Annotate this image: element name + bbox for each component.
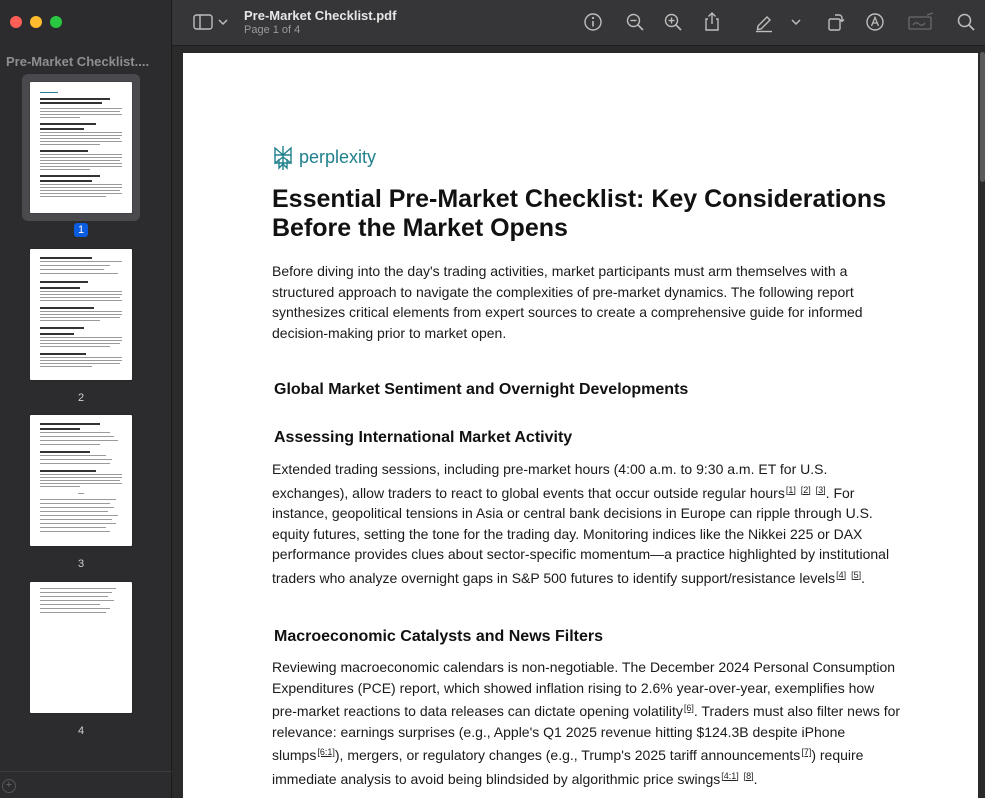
page-number-label: 3: [77, 558, 85, 570]
document-page-indicator: Page 1 of 4: [244, 24, 301, 36]
zoom-in-icon[interactable]: [661, 11, 685, 33]
subsection-heading: Macroeconomic Catalysts and News Filters: [274, 628, 603, 645]
citation-link[interactable]: [5]: [851, 569, 862, 580]
highlight-pen-icon[interactable]: [752, 11, 776, 33]
zoom-out-icon[interactable]: [623, 11, 647, 33]
sidebar-toggle-icon[interactable]: [192, 11, 216, 33]
document-title-heading: Essential Pre-Market Checklist: Key Considerations Before the Market Opens: [272, 185, 887, 242]
toolbar: [172, 0, 985, 46]
chevron-down-icon[interactable]: [789, 11, 803, 33]
citation-link[interactable]: [6]: [683, 703, 694, 713]
intro-paragraph: Before diving into the day's trading activities, market participants must arm themselves with a structured approach to navigate the complexities of pre-market dynamics. The following report synthesizes critical elements from expert sources to create a comprehensive guide for informed decision-making prior to market open.: [272, 263, 863, 341]
citation-link[interactable]: [2]: [800, 484, 811, 495]
body-paragraph: Extended trading sessions, including pre-market hours (4:00 a.m. to 9:30 a.m. ET for U.S. exchanges), allow traders to react to global events that occur outside regular hours[1] [2] [3]. For instance, geopolitical tensions in Asia or central bank decisions in Europe can ripple through U.S. equity futures, setting the tone for the trading day. Monitoring indices like the Nikkei 225 or DAX performance provides clues about sector-specific momentum—a practice highlighted by institutional traders who analyze overnight gaps in S&P 500 futures to identify support/resistance levels[4] [5].: [272, 461, 890, 586]
page-thumbnail-image: [30, 249, 132, 380]
markup-icon[interactable]: [863, 11, 887, 33]
share-icon[interactable]: [700, 11, 724, 33]
page-thumbnail-image: [30, 82, 132, 213]
divider: [0, 771, 172, 772]
vertical-scrollbar[interactable]: [980, 52, 985, 182]
zoom-window-button[interactable]: [50, 16, 62, 28]
document-title: Pre-Market Checklist.pdf: [244, 8, 397, 23]
page-thumbnail-3[interactable]: [22, 407, 140, 554]
page-number-label: 4: [77, 725, 85, 737]
rotate-icon[interactable]: [824, 11, 848, 33]
page-thumbnail-4[interactable]: [22, 574, 140, 721]
sidebar-title: Pre-Market Checklist....: [6, 54, 150, 69]
page-thumbnail-2[interactable]: [22, 241, 140, 388]
section-heading: Global Market Sentiment and Overnight Developments: [274, 381, 689, 398]
thumbnail-sidebar: [0, 0, 172, 798]
citation-link[interactable]: [7]: [801, 747, 812, 757]
chevron-down-icon[interactable]: [216, 11, 230, 33]
citation-link[interactable]: [1]: [785, 484, 796, 495]
citation-link[interactable]: [3]: [815, 484, 826, 495]
search-icon[interactable]: [954, 11, 978, 33]
sign-icon[interactable]: [907, 11, 935, 33]
citation-link[interactable]: [6:1]: [317, 747, 335, 757]
body-paragraph: Reviewing macroeconomic calendars is non-negotiable. The December 2024 Personal Consumption Expenditures (PCE) report, which showed inflation rising to 2.6% year-over-year, exemplifies how pre-market reactions to data releases can dictate opening volatility[6]. Traders must also filter news for relevance: earnings surprises (e.g., Apple's Q1 2025 revenue hitting $124.3B despite iPhone slumps[6:1]), mergers, or regulatory changes (e.g., Trump's 2025 tariff announcements[7]) require immediate analysis to avoid being blindsided by algorithmic price swings[4:1] [8].: [272, 659, 901, 787]
minimize-window-button[interactable]: [30, 16, 42, 28]
document-viewer[interactable]: [172, 46, 985, 798]
close-window-button[interactable]: [10, 16, 22, 28]
citation-link[interactable]: [8]: [743, 770, 754, 781]
citation-link[interactable]: [4:1]: [721, 770, 739, 781]
page-thumbnail-image: [30, 582, 132, 713]
add-page-icon[interactable]: +: [2, 779, 16, 793]
page-thumbnail-image: [30, 415, 132, 546]
subsection-heading: Assessing International Market Activity: [274, 429, 573, 446]
info-icon[interactable]: [581, 11, 605, 33]
page-thumbnail-1[interactable]: [22, 74, 140, 221]
citation-link[interactable]: [4]: [836, 569, 847, 580]
page-number-label: 2: [77, 392, 85, 404]
page-number-label: 1: [0, 224, 162, 236]
pdf-page: [183, 53, 978, 798]
logo-text: perplexity: [299, 147, 377, 167]
